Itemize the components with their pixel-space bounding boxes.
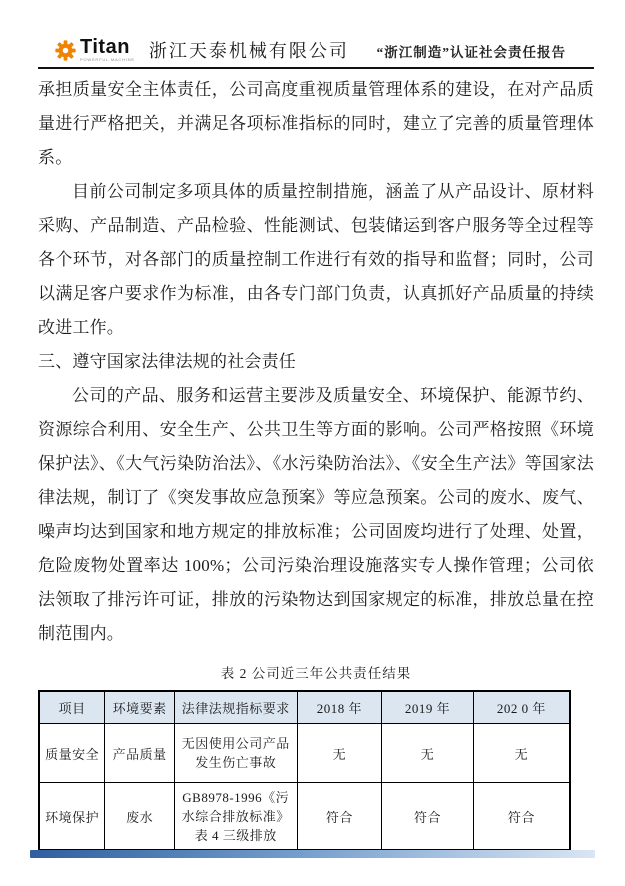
public-responsibility-table xyxy=(38,690,571,851)
footer-accent-bar xyxy=(30,850,595,858)
cell-legal-requirement: 无因使用公司产品发生伤亡事故 xyxy=(174,724,297,783)
table-header-row xyxy=(39,691,570,724)
table-caption: 表 2 公司近三年公共责任结果 xyxy=(220,666,412,681)
cell-2019: 符合 xyxy=(382,783,474,851)
col-header-2018: 2018 年 xyxy=(297,691,382,724)
section-heading: 三、遵守国家法律法规的社会责任 xyxy=(38,352,296,371)
header-divider xyxy=(38,67,594,69)
col-header-item: 项目 xyxy=(39,691,105,724)
report-title: “浙江制造”认证社会责任报告 xyxy=(376,45,566,60)
cell-2018: 符合 xyxy=(297,783,382,851)
page-header xyxy=(38,0,594,62)
col-header-2019: 2019 年 xyxy=(382,691,474,724)
brand-block xyxy=(80,37,135,62)
document-body xyxy=(38,73,594,851)
paragraph: 目前公司制定多项具体的质量控制措施，涵盖了从产品设计、原材料采购、产品制造、产品检验、性能测试、包装储运到客户服务等全过程等各个环节，对各部门的质量控制工作进行有效的指导和监督；同时，公司以满足客户要求作为标准，由各专门部门负责，认真抓好产品质量的持续改进工作。 xyxy=(38,182,594,337)
brand-tagline: POWERFUL MACHINE xyxy=(80,57,135,62)
cell-legal-requirement: GB8978-1996《污水综合排放标准》表 4 三级排放 xyxy=(174,783,297,851)
cell-item: 环境保护 xyxy=(39,783,105,851)
col-header-legal-requirement: 法律法规指标要求 xyxy=(174,691,297,724)
col-header-2020: 202 0 年 xyxy=(473,691,570,724)
paragraph: 承担质量安全主体责任，公司高度重视质量管理体系的建设，在对产品质量进行严格把关，并满足各项标准指标的同时，建立了完善的质量管理体系。 xyxy=(38,80,594,167)
company-name: 浙江天泰机械有限公司 xyxy=(148,41,349,61)
gear-icon xyxy=(54,39,77,62)
cell-2020: 无 xyxy=(473,724,570,783)
col-header-env-factor: 环境要素 xyxy=(105,691,175,724)
paragraph: 公司的产品、服务和运营主要涉及质量安全、环境保护、能源节约、资源综合利用、安全生产、公共卫生等方面的影响。公司严格按照《环境保护法》、《大气污染防治法》、《水污染防治法》、《安全生产法》等国家法律法规，制订了《突发事故应急预案》等应急预案。公司的废水、废气、噪声均达到国家和地方规定的排放标准；公司固废均进行了处理、处置，危险废物处置率达 100%；公司污染治理设施落实专人操作管理；公司依法领取了排污许可证，排放的污染物达到国家规定的标准，排放总量在控制范围内。 xyxy=(38,386,594,643)
cell-2018: 无 xyxy=(297,724,382,783)
table-row xyxy=(39,724,570,783)
table-row xyxy=(39,783,570,851)
cell-2019: 无 xyxy=(382,724,474,783)
brand-name: Titan xyxy=(80,36,130,58)
cell-env-factor: 废水 xyxy=(105,783,175,851)
cell-item: 质量安全 xyxy=(39,724,105,783)
titan-logo xyxy=(54,37,149,62)
cell-2020: 符合 xyxy=(473,783,570,851)
cell-env-factor: 产品质量 xyxy=(105,724,175,783)
